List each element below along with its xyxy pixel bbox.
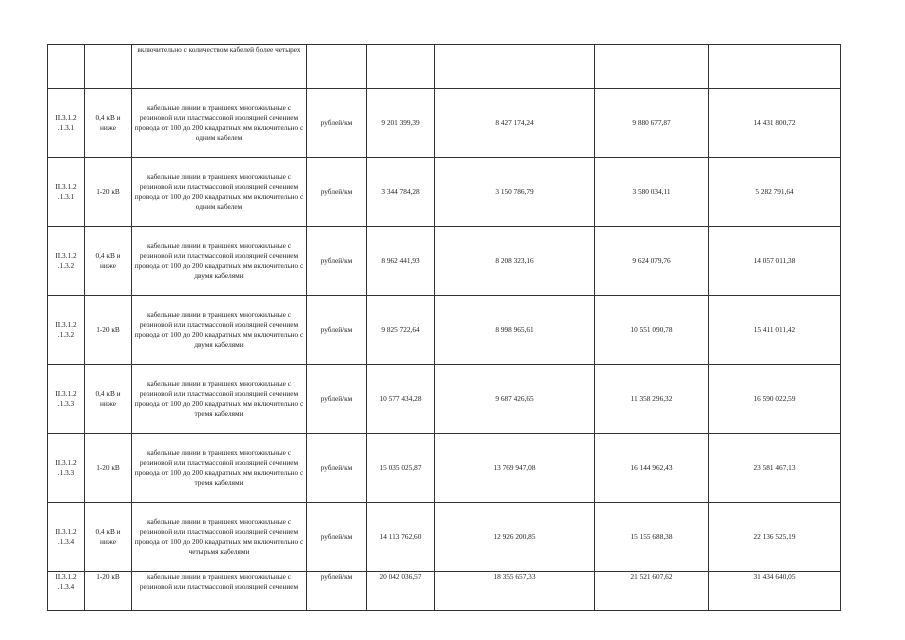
unit-cell: рублей/км	[307, 227, 367, 296]
value-cell: 10 577 434,28	[367, 365, 435, 434]
value-cell: 14 057 011,38	[709, 227, 841, 296]
code-cell: II.3.1.2 .1.3.1	[48, 89, 85, 158]
value-cell: 31 434 640,05	[709, 572, 841, 611]
value-cell: 11 358 296,32	[595, 365, 709, 434]
value-cell: 13 769 947,08	[435, 434, 595, 503]
value-cell: 3 150 786,79	[435, 158, 595, 227]
value-cell	[595, 45, 709, 89]
description-cell: кабельные линии в траншеях многожильные с резиновой или пластмассовой изоляцией сечением провода от 100 до 200 квадратных мм включительно с одним кабелем	[132, 89, 307, 158]
table-row	[48, 365, 841, 434]
voltage-cell: 1-20 кВ	[85, 434, 132, 503]
value-cell: 18 355 657,33	[435, 572, 595, 611]
voltage-cell	[85, 45, 132, 89]
code-cell: II.3.1.2 .1.3.1	[48, 158, 85, 227]
unit-cell: рублей/км	[307, 572, 367, 611]
value-cell: 10 551 090,78	[595, 296, 709, 365]
code-cell: II.3.1.2 .1.3.4	[48, 572, 85, 611]
value-cell: 9 201 399,39	[367, 89, 435, 158]
table-row	[48, 503, 841, 572]
value-cell	[435, 45, 595, 89]
value-cell: 3 344 784,28	[367, 158, 435, 227]
description-cell: кабельные линии в траншеях многожильные с резиновой или пластмассовой изоляцией сечением	[132, 572, 307, 611]
code-cell	[48, 45, 85, 89]
unit-cell: рублей/км	[307, 158, 367, 227]
voltage-cell: 1-20 кВ	[85, 572, 132, 611]
table-row	[48, 227, 841, 296]
description-cell: включительно с количеством кабелей более четырех	[132, 45, 307, 89]
value-cell: 9 880 677,87	[595, 89, 709, 158]
value-cell: 8 427 174,24	[435, 89, 595, 158]
voltage-cell: 0,4 кВ и ниже	[85, 89, 132, 158]
unit-cell: рублей/км	[307, 296, 367, 365]
rates-table	[47, 44, 841, 611]
code-cell: II.3.1.2 .1.3.3	[48, 434, 85, 503]
value-cell: 9 624 079,76	[595, 227, 709, 296]
description-cell: кабельные линии в траншеях многожильные с резиновой или пластмассовой изоляцией сечением провода от 100 до 200 квадратных мм включительно с четырьмя кабелями	[132, 503, 307, 572]
value-cell: 21 521 607,62	[595, 572, 709, 611]
value-cell: 20 042 036,57	[367, 572, 435, 611]
value-cell: 9 687 426,65	[435, 365, 595, 434]
value-cell: 8 998 965,61	[435, 296, 595, 365]
value-cell: 8 962 441,93	[367, 227, 435, 296]
value-cell: 14 431 800,72	[709, 89, 841, 158]
description-cell: кабельные линии в траншеях многожильные с резиновой или пластмассовой изоляцией сечением провода от 100 до 200 квадратных мм включительно с тремя кабелями	[132, 434, 307, 503]
description-cell: кабельные линии в траншеях многожильные с резиновой или пластмассовой изоляцией сечением провода от 100 до 200 квадратных мм включительно с двумя кабелями	[132, 296, 307, 365]
table-row	[48, 434, 841, 503]
code-cell: II.3.1.2 .1.3.4	[48, 503, 85, 572]
value-cell: 12 926 200,85	[435, 503, 595, 572]
table-row	[48, 572, 841, 611]
description-cell: кабельные линии в траншеях многожильные с резиновой или пластмассовой изоляцией сечением провода от 100 до 200 квадратных мм включительно с тремя кабелями	[132, 365, 307, 434]
value-cell: 22 136 525,19	[709, 503, 841, 572]
value-cell: 15 035 025,87	[367, 434, 435, 503]
voltage-cell: 1-20 кВ	[85, 158, 132, 227]
voltage-cell: 0,4 кВ и ниже	[85, 503, 132, 572]
voltage-cell: 0,4 кВ и ниже	[85, 227, 132, 296]
table-row	[48, 45, 841, 89]
value-cell: 16 590 022,59	[709, 365, 841, 434]
value-cell: 8 208 323,16	[435, 227, 595, 296]
value-cell	[367, 45, 435, 89]
voltage-cell: 0,4 кВ и ниже	[85, 365, 132, 434]
voltage-cell: 1-20 кВ	[85, 296, 132, 365]
value-cell: 15 411 011,42	[709, 296, 841, 365]
unit-cell: рублей/км	[307, 503, 367, 572]
value-cell: 23 581 467,13	[709, 434, 841, 503]
value-cell: 16 144 962,43	[595, 434, 709, 503]
unit-cell: рублей/км	[307, 434, 367, 503]
value-cell: 3 580 034,11	[595, 158, 709, 227]
code-cell: II.3.1.2 .1.3.2	[48, 296, 85, 365]
value-cell: 5 282 791,64	[709, 158, 841, 227]
description-cell: кабельные линии в траншеях многожильные с резиновой или пластмассовой изоляцией сечением провода от 100 до 200 квадратных мм включительно с двумя кабелями	[132, 227, 307, 296]
unit-cell	[307, 45, 367, 89]
table-row	[48, 296, 841, 365]
table-row	[48, 89, 841, 158]
code-cell: II.3.1.2 .1.3.3	[48, 365, 85, 434]
table-row	[48, 158, 841, 227]
value-cell: 9 825 722,64	[367, 296, 435, 365]
unit-cell: рублей/км	[307, 89, 367, 158]
value-cell: 15 155 688,38	[595, 503, 709, 572]
description-cell: кабельные линии в траншеях многожильные с резиновой или пластмассовой изоляцией сечением провода от 100 до 200 квадратных мм включительно с одним кабелем	[132, 158, 307, 227]
value-cell	[709, 45, 841, 89]
unit-cell: рублей/км	[307, 365, 367, 434]
code-cell: II.3.1.2 .1.3.2	[48, 227, 85, 296]
value-cell: 14 113 762,60	[367, 503, 435, 572]
